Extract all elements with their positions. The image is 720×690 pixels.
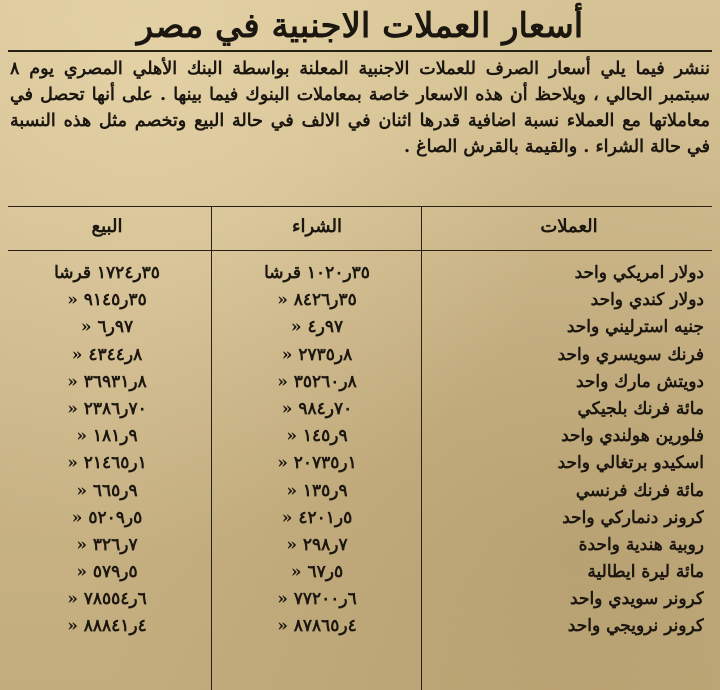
table-row: [8, 450, 712, 477]
exchange-rate-table: [8, 206, 712, 690]
buy-rate: ٦ر۷۷۲۰۰ «: [277, 589, 357, 610]
table-row: [8, 314, 712, 341]
table-row: [8, 532, 712, 559]
currency-name: فرنك سويسري واحد: [557, 344, 704, 365]
table-row: [8, 505, 712, 532]
sell-rate: ۸ر۳٦۹۳۱ «: [67, 371, 147, 392]
currency-name: كرونر سويدي واحد: [570, 589, 704, 610]
buy-rate: ۷ر۲۹۸ «: [286, 534, 348, 555]
buy-rate: ٥ر٦۷ «: [290, 562, 344, 583]
sell-rate: ۹ر۱۸۱ «: [76, 426, 138, 447]
sell-rate: ٦ر۷۸٥٥٤ «: [67, 589, 147, 610]
table-row: [8, 586, 712, 613]
currency-name: اسكيدو برتغالي واحد: [557, 453, 704, 474]
currency-name: دولار كندي واحد: [590, 290, 704, 311]
table-row: [8, 478, 712, 505]
buy-rate: ۸ر۲۷۳٥ «: [281, 344, 353, 365]
article-intro: ننشر فيما يلي أسعار الصرف للعملات الاجنبية المعلنة بواسطة البنك الأهلي المصري يوم ٨ سبتمبر الحالي ، ويلاحظ أن هذه الاسعار خاصة بمعاملات البنوك فيما بينها . على أنها تحصل في معاملاتها مع العملاء نسبة اضافية قدرها اثنان في الالف في حالة البيع وتخصم مثل هذه النسبة في حالة الشراء . والقيمة بالقرش الصاغ .: [10, 59, 710, 157]
buy-rate: ۷۰ر۹۸٤ «: [281, 398, 353, 419]
header-buy: الشراء: [292, 216, 342, 237]
buy-rate: ۹۷ر٤ «: [290, 317, 344, 338]
sell-rate: ۳٥ر۱۷۲٤ قرشا: [54, 263, 160, 283]
table-row: [8, 559, 712, 586]
buy-rate: ۳٥ر۸٤۲٦ «: [277, 290, 357, 311]
currency-name: دولار امريكي واحد: [574, 263, 704, 283]
sell-rate: ۹ر٦٦٥ «: [76, 480, 138, 501]
table-row: [8, 613, 712, 640]
sell-rate: ۱ر۲۱٤٦٥ «: [67, 453, 147, 474]
currency-name: فلورين هولندي واحد: [561, 426, 704, 447]
article-title: أسعار العملات الاجنبية في مصر: [136, 6, 584, 46]
sell-rate: ۷ر۳۲٦ «: [76, 534, 138, 555]
sell-rate: ۸ر٤۳٤٤ «: [71, 344, 143, 365]
sell-rate: ۷۰ر۲۳۸٦ «: [67, 398, 147, 419]
table-row: [8, 342, 712, 369]
currency-name: مائة فرنك فرنسي: [575, 480, 704, 501]
buy-rate: ۳٥ر۱۰۲۰ قرشا: [264, 263, 370, 283]
table-header-rule: [8, 250, 712, 251]
table-body: [8, 260, 712, 641]
header-currency: العملات: [540, 216, 598, 237]
buy-rate: ۱ر۲۰۷۳٥ «: [277, 453, 357, 474]
sell-rate: ۹۷ر٦ «: [80, 317, 134, 338]
table-row: [8, 369, 712, 396]
buy-rate: ۹ر۱۳٥ «: [286, 480, 348, 501]
sell-rate: ٤ر۸۸۸٤۱ «: [67, 616, 147, 637]
buy-rate: ٥ر٤۲۰۱ «: [281, 507, 353, 528]
currency-name: مائة فرنك بلجيكي: [577, 398, 704, 419]
currency-name: كرونر نرويجي واحد: [567, 616, 704, 637]
sell-rate: ۳٥ر۹۱٤٥ «: [67, 290, 147, 311]
currency-name: جنيه استرليني واحد: [566, 317, 704, 338]
buy-rate: ۹ر۱٤٥ «: [286, 426, 348, 447]
table-row: [8, 396, 712, 423]
currency-name: روبية هندية واحدة: [578, 534, 704, 555]
currency-name: مائة ليرة ايطالية: [587, 562, 704, 583]
header-sell: البيع: [91, 216, 123, 237]
table-row: [8, 287, 712, 314]
table-row: [8, 423, 712, 450]
currency-name: دويتش مارك واحد: [575, 371, 704, 392]
table-row: [8, 260, 712, 287]
sell-rate: ٥ر٥۲۰۹ «: [71, 507, 143, 528]
buy-rate: ٤ر۸۷۸٦٥ «: [277, 616, 357, 637]
title-divider: [8, 50, 712, 52]
table-top-rule: [8, 206, 712, 207]
buy-rate: ۸ر۳٥۲٦٠ «: [277, 371, 357, 392]
sell-rate: ٥ر٥۷۹ «: [76, 562, 138, 583]
currency-name: كرونر دنماركي واحد: [562, 507, 704, 528]
